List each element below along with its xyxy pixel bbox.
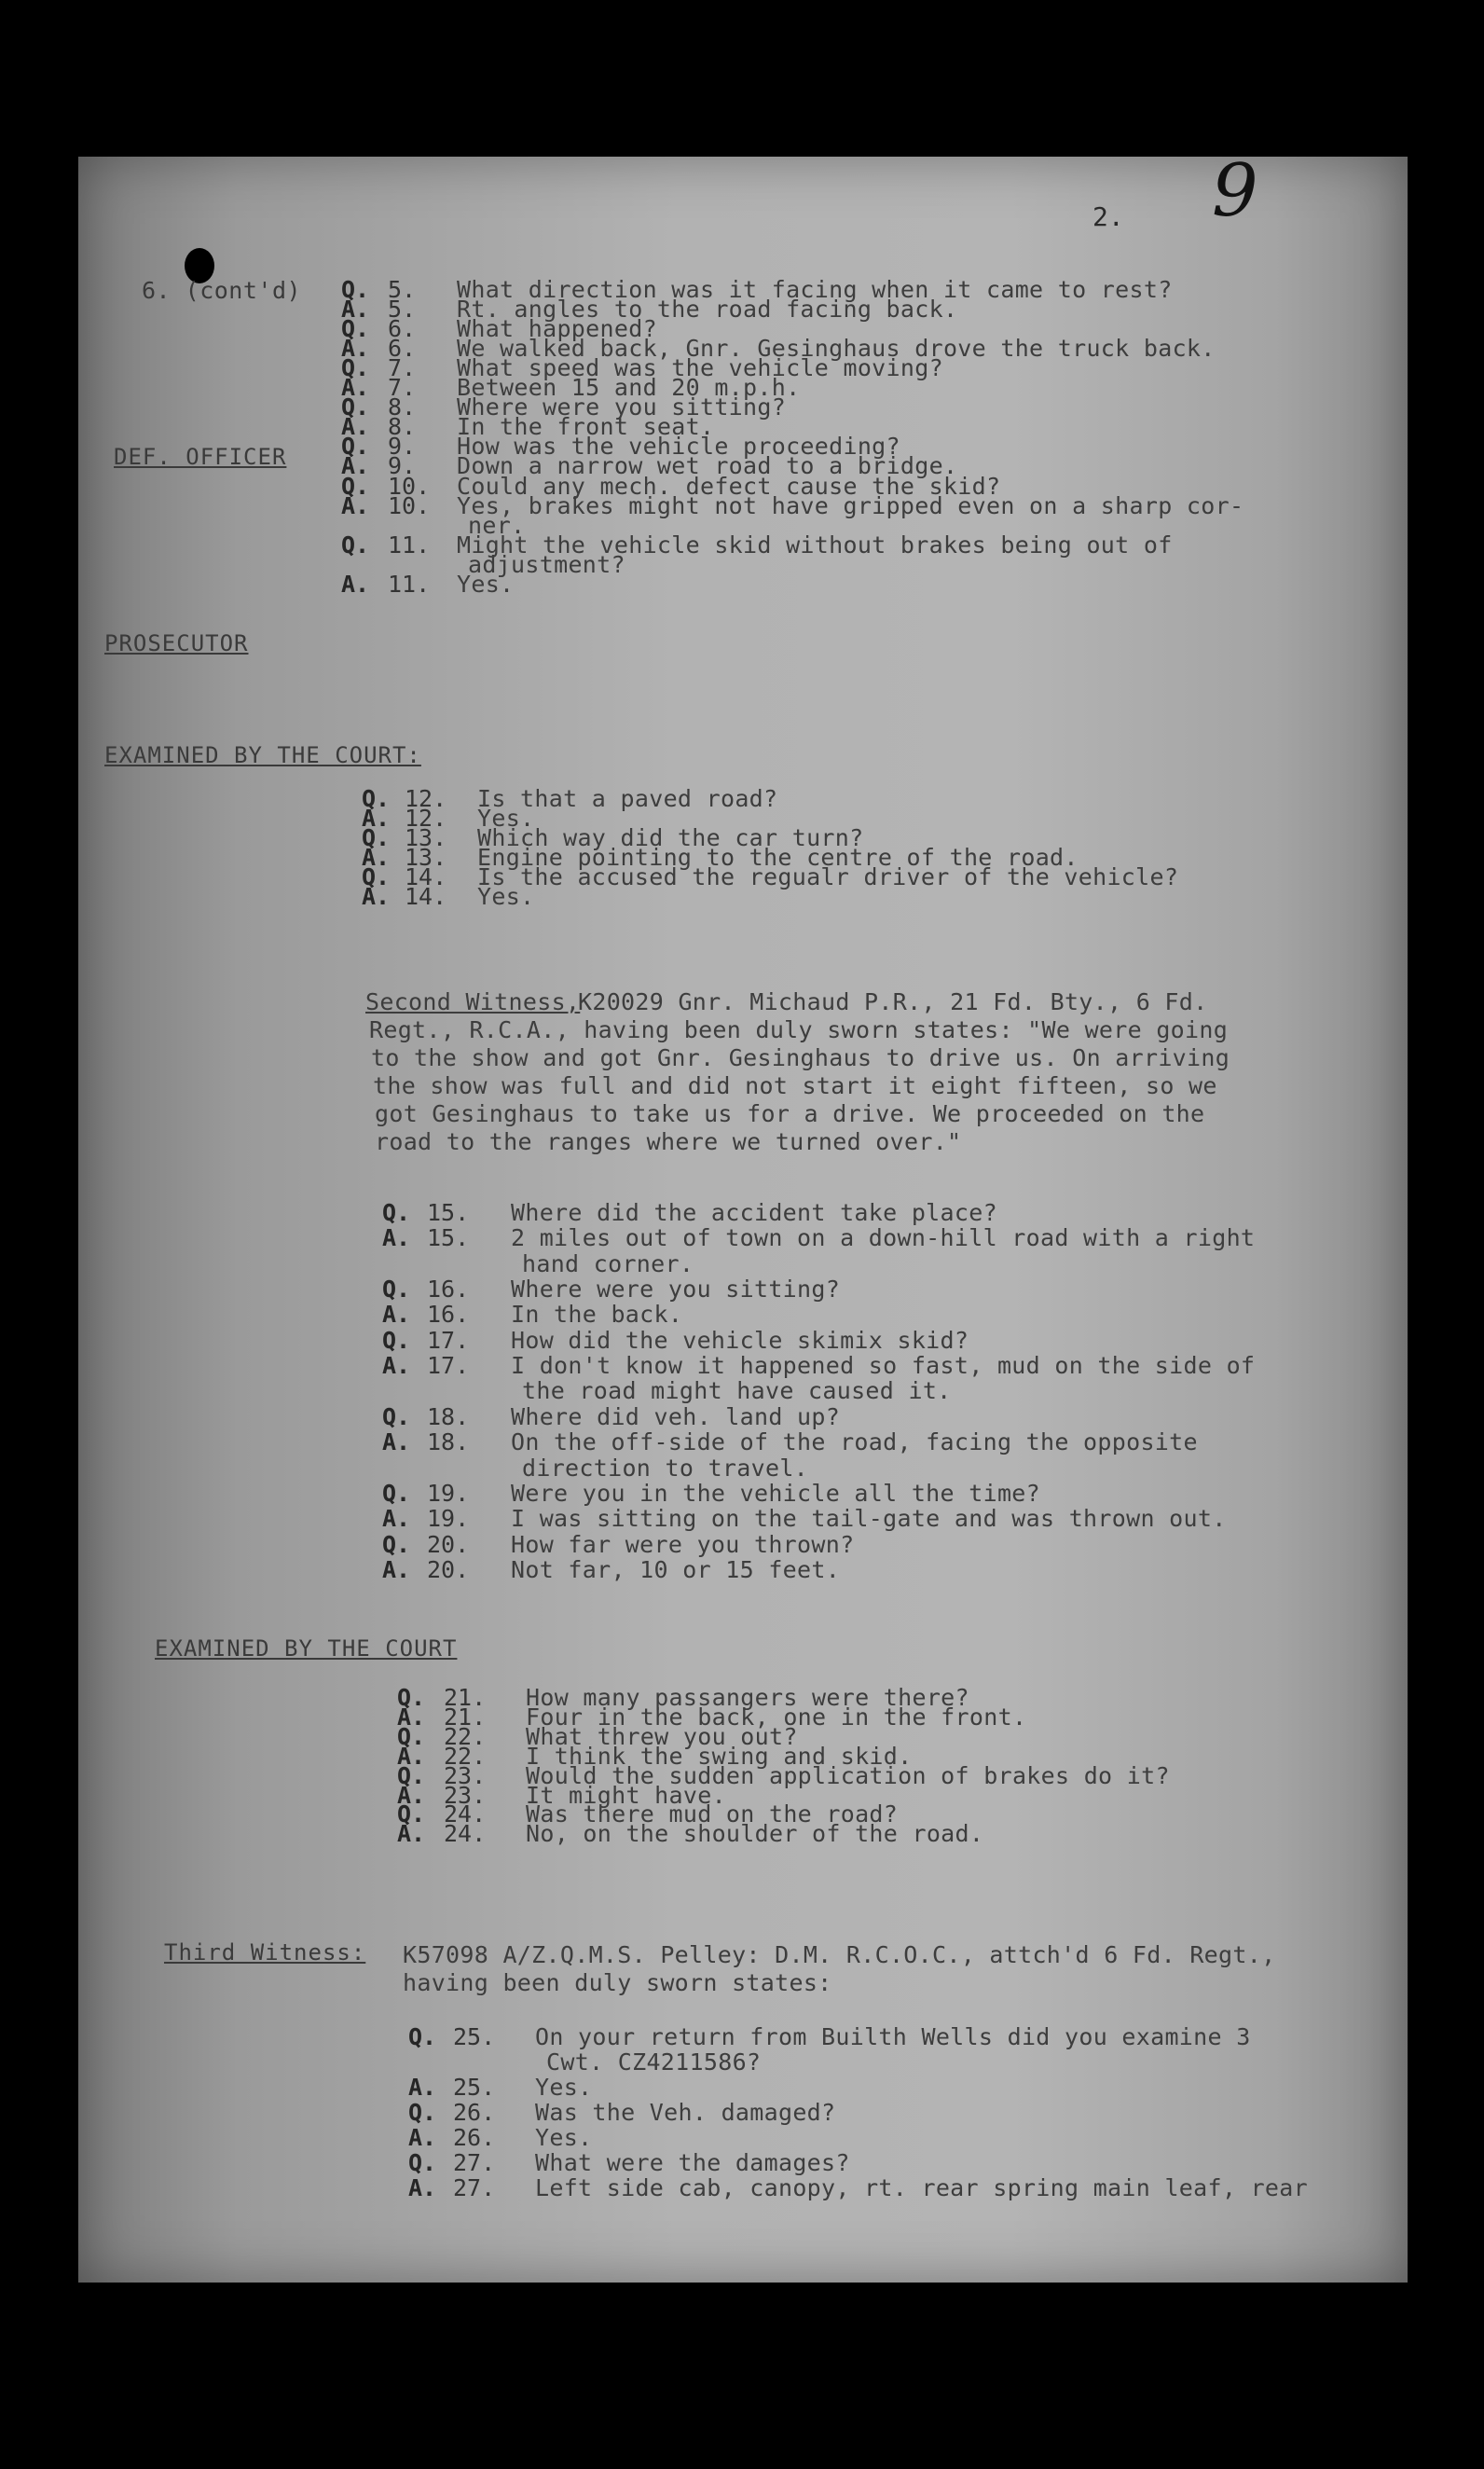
question-marker: Q. <box>382 1199 411 1226</box>
question-marker: Q. <box>341 354 370 382</box>
second-witness-line: the show was full and did not start it eight fifteen, so we <box>373 1072 1217 1099</box>
item-number: 8. <box>388 413 417 441</box>
item-number: 5. <box>388 296 417 324</box>
section-label: 6. (cont'd) <box>142 277 302 304</box>
question-marker: Q. <box>408 2099 437 2127</box>
answer-text: In the front seat. <box>457 413 715 441</box>
answer-text: Yes. <box>457 570 515 598</box>
answer-text: We walked back, Gnr. Gesinghaus drove the truck back. <box>457 335 1216 363</box>
question-text: Would the sudden application of brakes do it? <box>526 1761 1170 1789</box>
answer-marker: A. <box>382 1352 411 1380</box>
item-number: 19. <box>427 1505 470 1533</box>
question-marker: Q. <box>341 433 370 461</box>
item-number: 15. <box>427 1199 470 1226</box>
second-witness-line: road to the ranges where we turned over." <box>375 1128 962 1155</box>
continuation-text: direction to travel. <box>522 1454 809 1482</box>
answer-text: Yes, brakes might not have gripped even on a sharp cor- <box>457 491 1244 519</box>
question-text: How far were you thrown? <box>511 1530 855 1558</box>
item-number: 11. <box>388 531 431 559</box>
answer-marker: A. <box>408 2174 437 2202</box>
question-marker: Q. <box>362 863 391 890</box>
heading-examined-court-2: EXAMINED BY THE COURT <box>155 1635 458 1662</box>
answer-marker: A. <box>397 1820 426 1848</box>
answer-marker: A. <box>408 2124 437 2152</box>
answer-text: Rt. angles to the road facing back. <box>457 296 958 324</box>
question-text: Were you in the vehicle all the time? <box>511 1479 1040 1507</box>
answer-text: Yes. <box>477 805 535 832</box>
question-text: Which way did the car turn? <box>477 824 864 851</box>
answer-marker: A. <box>341 296 370 324</box>
question-text: Where did the accident take place? <box>511 1199 997 1226</box>
answer-text: Left side cab, canopy, rt. rear spring main leaf, rear <box>535 2174 1308 2202</box>
item-number: 20. <box>427 1555 470 1583</box>
item-number: 27. <box>453 2149 496 2177</box>
answer-marker: A. <box>382 1428 411 1456</box>
answer-text: Yes. <box>535 2124 593 2152</box>
continuation-text: hand corner. <box>522 1249 694 1277</box>
item-number: 12. <box>405 805 447 832</box>
item-number: 26. <box>453 2124 496 2152</box>
answer-text: Between 15 and 20 m.p.h. <box>457 374 801 402</box>
item-number: 14. <box>405 883 447 910</box>
continuation-text: ner. <box>468 511 526 539</box>
answer-marker: A. <box>408 2074 437 2102</box>
item-number: 16. <box>427 1276 470 1303</box>
item-number: 12. <box>405 785 447 812</box>
second-witness-label: Second Witness, <box>365 988 581 1015</box>
question-marker: Q. <box>382 1276 411 1303</box>
item-number: 25. <box>453 2023 496 2050</box>
continuation-text: adjustment? <box>468 550 625 578</box>
continuation-text: Cwt. CZ4211586? <box>546 2048 762 2076</box>
item-number: 6. <box>388 315 417 343</box>
second-witness-line: to the show and got Gnr. Gesinghaus to drive us. On arriving <box>371 1044 1230 1071</box>
question-marker: Q. <box>397 1800 426 1828</box>
item-number: 19. <box>427 1479 470 1507</box>
continuation-text: the road might have caused it. <box>522 1377 952 1405</box>
question-marker: Q. <box>362 824 391 851</box>
answer-marker: A. <box>362 844 391 871</box>
heading-third-witness: Third Witness: <box>164 1939 366 1966</box>
question-marker: Q. <box>397 1684 426 1711</box>
item-number: 27. <box>453 2174 496 2202</box>
answer-text: Engine pointing to the centre of the road. <box>477 844 1079 871</box>
question-text: On your return from Builth Wells did you examine 3 <box>535 2023 1251 2050</box>
question-text: What were the damages? <box>535 2149 850 2177</box>
question-marker: Q. <box>382 1530 411 1558</box>
answer-marker: A. <box>382 1505 411 1533</box>
item-number: 5. <box>388 276 417 303</box>
item-number: 13. <box>405 844 447 871</box>
item-number: 21. <box>444 1703 487 1731</box>
answer-marker: A. <box>341 374 370 402</box>
answer-marker: A. <box>341 452 370 480</box>
question-marker: Q. <box>341 531 370 559</box>
question-text: Was the Veh. damaged? <box>535 2099 836 2127</box>
item-number: 18. <box>427 1428 470 1456</box>
heading-examined-court-1: EXAMINED BY THE COURT: <box>104 742 421 768</box>
item-number: 26. <box>453 2099 496 2127</box>
answer-text: 2 miles out of town on a down-hill road with a right <box>511 1224 1256 1252</box>
item-number: 8. <box>388 393 417 421</box>
answer-marker: A. <box>341 413 370 441</box>
answer-marker: A. <box>382 1224 411 1252</box>
item-number: 17. <box>427 1352 470 1380</box>
second-witness-line: Regt., R.C.A., having been duly sworn states: "We were going <box>369 1016 1229 1043</box>
question-marker: Q. <box>408 2023 437 2050</box>
item-number: 14. <box>405 863 447 890</box>
question-text: Is the accused the regualr driver of the vehicle? <box>477 863 1179 890</box>
third-witness-line: K57098 A/Z.Q.M.S. Pelley: D.M. R.C.O.C., attch'd 6 Fd. Regt., <box>403 1941 1276 1968</box>
question-marker: Q. <box>397 1722 426 1750</box>
question-text: Could any mech. defect cause the skid? <box>457 472 1001 500</box>
answer-marker: A. <box>397 1703 426 1731</box>
question-marker: Q. <box>408 2149 437 2177</box>
question-text: How did the vehicle skimix skid? <box>511 1326 969 1354</box>
answer-text: In the back. <box>511 1301 683 1329</box>
question-text: How many passangers were there? <box>526 1684 969 1711</box>
item-number: 17. <box>427 1326 470 1354</box>
answer-text: Yes. <box>535 2074 593 2102</box>
page-number: 2. <box>1092 201 1124 232</box>
item-number: 9. <box>388 433 417 461</box>
question-text: What happened? <box>457 315 657 343</box>
item-number: 23. <box>444 1781 487 1809</box>
answer-text: Not far, 10 or 15 feet. <box>511 1555 841 1583</box>
item-number: 24. <box>444 1800 487 1828</box>
answer-text: It might have. <box>526 1781 726 1809</box>
item-number: 11. <box>388 570 431 598</box>
answer-text: No, on the shoulder of the road. <box>526 1820 984 1848</box>
answer-text: I think the swing and skid. <box>526 1742 913 1770</box>
question-marker: Q. <box>382 1402 411 1430</box>
second-witness-line: K20029 Gnr. Michaud P.R., 21 Fd. Bty., 6 Fd. <box>578 988 1208 1015</box>
answer-marker: A. <box>341 491 370 519</box>
answer-text: I was sitting on the tail-gate and was thrown out. <box>511 1505 1227 1533</box>
item-number: 6. <box>388 335 417 363</box>
item-number: 25. <box>453 2074 496 2102</box>
heading-prosecutor: PROSECUTOR <box>104 630 249 656</box>
answer-marker: A. <box>382 1301 411 1329</box>
third-witness-line: having been duly sworn states: <box>403 1969 832 1996</box>
question-text: Where were you sitting? <box>511 1276 841 1303</box>
answer-marker: A. <box>341 570 370 598</box>
question-text: What direction was it facing when it came to rest? <box>457 276 1173 303</box>
second-witness-line: got Gesinghaus to take us for a drive. We proceeded on the <box>375 1100 1205 1127</box>
item-number: 21. <box>444 1684 487 1711</box>
question-marker: Q. <box>341 472 370 500</box>
answer-text: Down a narrow wet road to a bridge. <box>457 452 958 480</box>
item-number: 10. <box>388 491 431 519</box>
question-marker: Q. <box>341 276 370 303</box>
heading-def-officer: DEF. OFFICER <box>114 444 287 470</box>
item-number: 22. <box>444 1722 487 1750</box>
answer-marker: A. <box>382 1555 411 1583</box>
question-text: Where were you sitting? <box>457 393 787 421</box>
question-text: How was the vehicle proceeding? <box>457 433 900 461</box>
answer-text: Yes. <box>477 883 535 910</box>
question-marker: Q. <box>362 785 391 812</box>
item-number: 9. <box>388 452 417 480</box>
question-marker: Q. <box>341 315 370 343</box>
question-text: Was there mud on the road? <box>526 1800 899 1828</box>
item-number: 24. <box>444 1820 487 1848</box>
item-number: 15. <box>427 1224 470 1252</box>
answer-marker: A. <box>397 1742 426 1770</box>
item-number: 20. <box>427 1530 470 1558</box>
question-text: What threw you out? <box>526 1722 798 1750</box>
item-number: 7. <box>388 354 417 382</box>
question-text: Is that a paved road? <box>477 785 778 812</box>
item-number: 18. <box>427 1402 470 1430</box>
answer-marker: A. <box>341 335 370 363</box>
question-marker: Q. <box>397 1761 426 1789</box>
item-number: 16. <box>427 1301 470 1329</box>
item-number: 7. <box>388 374 417 402</box>
handwritten-folio-number: 9 <box>1212 149 1258 233</box>
question-text: Where did veh. land up? <box>511 1402 841 1430</box>
question-text: What speed was the vehicle moving? <box>457 354 943 382</box>
question-marker: Q. <box>382 1326 411 1354</box>
answer-text: On the off-side of the road, facing the opposite <box>511 1428 1198 1456</box>
answer-text: Four in the back, one in the front. <box>526 1703 1027 1731</box>
answer-marker: A. <box>397 1781 426 1809</box>
answer-marker: A. <box>362 883 391 910</box>
item-number: 23. <box>444 1761 487 1789</box>
item-number: 13. <box>405 824 447 851</box>
answer-text: I don't know it happened so fast, mud on the side of <box>511 1352 1256 1380</box>
item-number: 22. <box>444 1742 487 1770</box>
question-text: Might the vehicle skid without brakes being out of <box>457 531 1173 559</box>
question-marker: Q. <box>341 393 370 421</box>
question-marker: Q. <box>382 1479 411 1507</box>
item-number: 10. <box>388 472 431 500</box>
answer-marker: A. <box>362 805 391 832</box>
